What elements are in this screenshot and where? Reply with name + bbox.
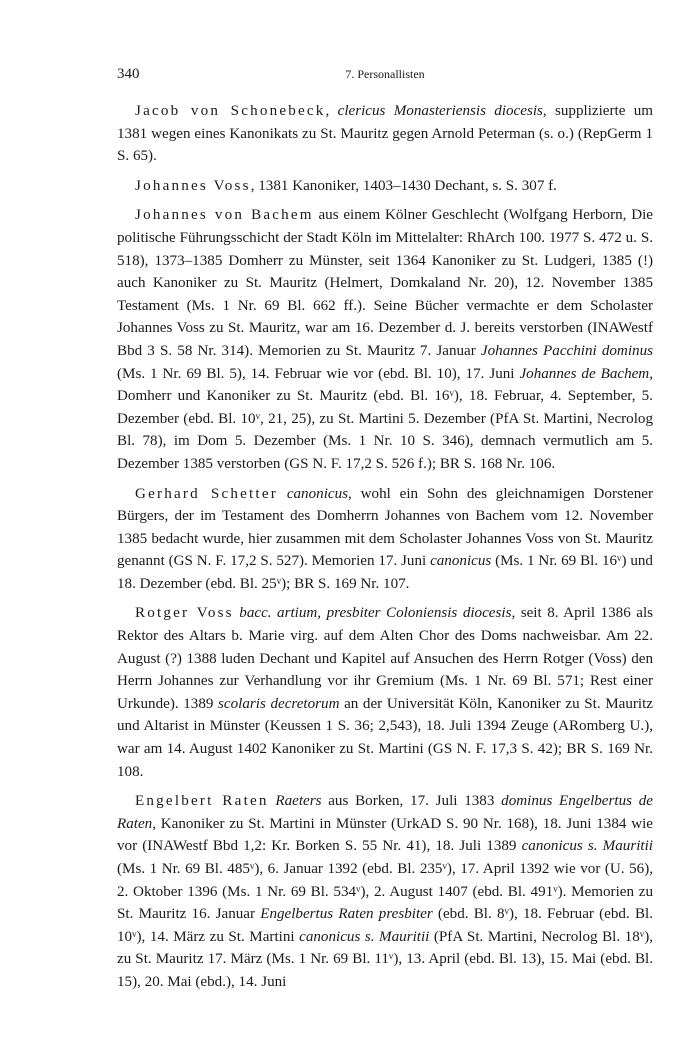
entry-text: , supplizierte um 1381 wegen eines Kanonikats zu St. Mauritz gegen Arnold Peterman (s. o.) (RepGerm 1 S. 65). [117,103,653,165]
book-page [117,66,653,1001]
entry-name: Gerhard Schetter [135,485,278,502]
personnel-entry [117,602,653,783]
latin-phrase: canonicus s. Mauritii [299,928,430,945]
running-header [117,66,653,86]
entry-text: an der Universität Köln, Kanoniker zu St. Mauritz und Altarist in Münster (Keussen 1 S. 36; 2,543), 18. Juli 1394 Zeuge (ARomberg U.), war am 14. August 1402 Kanoniker zu St. Martini (GS N. F. 17,3 S. 42); BR S. 169 Nr. 108. [117,695,653,780]
personnel-entry [117,204,653,475]
latin-phrase: clericus Monasteriensis diocesis [337,103,543,119]
entry-text: aus Borken, 17. Juli 1383 [321,793,502,810]
latin-phrase: Engelbertus Raten presbiter [260,906,433,923]
entry-name: Johannes Voss [135,177,251,194]
latin-phrase: Johannes Pacchini dominus [480,342,653,359]
latin-phrase: canonicus [430,553,492,570]
personnel-entry [117,790,653,993]
entry-list [117,100,653,994]
entry-text: , Domherr und Kanoniker zu St. Mauritz (ebd. Bl. 16ᵛ), 18. Februar, 4. September, 5. Dezember (ebd. Bl. 10ᵛ, 21, 25), zu St. Martini 5. Dezember (PfA St. Martini, Necrolog Bl. 78), im Dom 5. Dezember (Ms. 1 Nr. 10 S. 346), demnach vermutlich am 5. Dezember 1385 verstorben (GS N. F. 17,2 S. 526 f.); BR S. 168 Nr. 106. [117,365,653,472]
entry-name: Engelbert Raten [135,793,269,810]
entry-text: , [325,103,338,119]
entry-name: Johannes von Bachem [135,207,314,224]
latin-phrase: scolaris decretorum [218,695,340,712]
latin-phrase: Johannes de Bachem [519,365,650,382]
latin-phrase: canonicus s. Mauritii [521,838,653,855]
personnel-entry [117,100,653,168]
entry-text: , seit 8. April 1386 als Rektor des Altars b. Marie virg. auf dem Alten Chor des Doms nachweisbar. Am 22. August (?) 1388 luden Dechant und Kapitel auf Ansuchen des Herrn Rotger (Voss) den Herrn Johannes zur Verhandlung vor ihr Gremium (Ms. 1 Nr. 69 Bl. 571; Rest einer Urkunde). 1389 [117,605,654,712]
latin-phrase: bacc. artium, presbiter Coloniensis diocesis [239,605,512,622]
latin-phrase: Raeters [275,793,322,810]
entry-name: Jacob von Schonebeck [135,103,326,119]
entry-text: aus einem Kölner Geschlecht (Wolfgang Herborn, Die politische Führungsschicht der Stadt Köln im Mittelalter: RhArch 100. 1977 S. 472 u. S. 518), 1373–1385 Domherr zu Münster, seit 1364 Kanoniker zu St. Ludgeri, 1385 (!) auch Kanoniker zu St. Mauritz (Helmert, Domkaland Nr. 20), 12. November 1385 Testament (Ms. 1 Nr. 69 Bl. 662 ff.). Seine Bücher vermachte er dem Scholaster Johannes Voss zu St. Mauritz, war am 16. Dezember d. J. bereits verstorben (INAWestf Bbd 3 S. 58 Nr. 314). Memorien zu St. Mauritz 7. Januar [117,207,653,359]
page-number: 340 [117,66,140,82]
entry-text: (Ms. 1 Nr. 69 Bl. 485ᵛ), 6. Januar 1392 (ebd. Bl. 235ᵛ), 17. April 1392 wie vor (U. 56), 2. Oktober 1396 (Ms. 1 Nr. 69 Bl. 534ᵛ), 2. August 1407 (ebd. Bl. 491ᵛ). Memorien zu St. Mauritz 16. Januar [117,861,653,923]
entry-text: (Ms. 1 Nr. 69 Bl. 16ᵛ) und 18. Dezember (ebd. Bl. 25ᵛ); BR S. 169 Nr. 107. [117,553,653,592]
entry-text: , 1381 Kanoniker, 1403–1430 Dechant, s. S. 307 f. [250,177,557,194]
entry-text: (PfA St. Martini, Necrolog Bl. 18ᵛ), zu St. Mauritz 17. März (Ms. 1 Nr. 69 Bl. 11ᵛ), 13. April (ebd. Bl. 13), 15. Mai (ebd. Bl. 15), 20. Mai (ebd.), 14. Juni [117,928,653,990]
entry-text: (Ms. 1 Nr. 69 Bl. 5), 14. Februar wie vor (ebd. Bl. 10), 17. Juni [117,365,520,382]
running-title: 7. Personallisten [345,67,425,81]
latin-phrase: dominus Engelbertus de Raten [117,793,653,832]
entry-text [278,486,287,502]
personnel-entry [117,483,653,596]
latin-phrase: canonicus [286,485,349,502]
entry-name: Rotger Voss [135,605,234,622]
entry-text: (ebd. Bl. 8ᵛ), 18. Februar (ebd. Bl. 10ᵛ), 14. März zu St. Martini [117,906,653,945]
personnel-entry [117,175,653,198]
entry-text: , Kanoniker zu St. Martini in Münster (UrkAD S. 90 Nr. 168), 18. Juni 1384 wie vor (INAWestf Bbd 1,2: Kr. Borken S. 55 Nr. 41), 18. Juli 1389 [117,815,653,855]
entry-text: , wohl ein Sohn des gleichnamigen Dorstener Bürgers, der im Testament des Domherrn Johannes von Bachem vom 12. November 1385 bedacht wurde, hier zusammen mit dem Scholaster Johannes Voss von St. Mauritz genannt (GS N. F. 17,2 S. 527). Memorien 17. Juni [117,485,654,570]
